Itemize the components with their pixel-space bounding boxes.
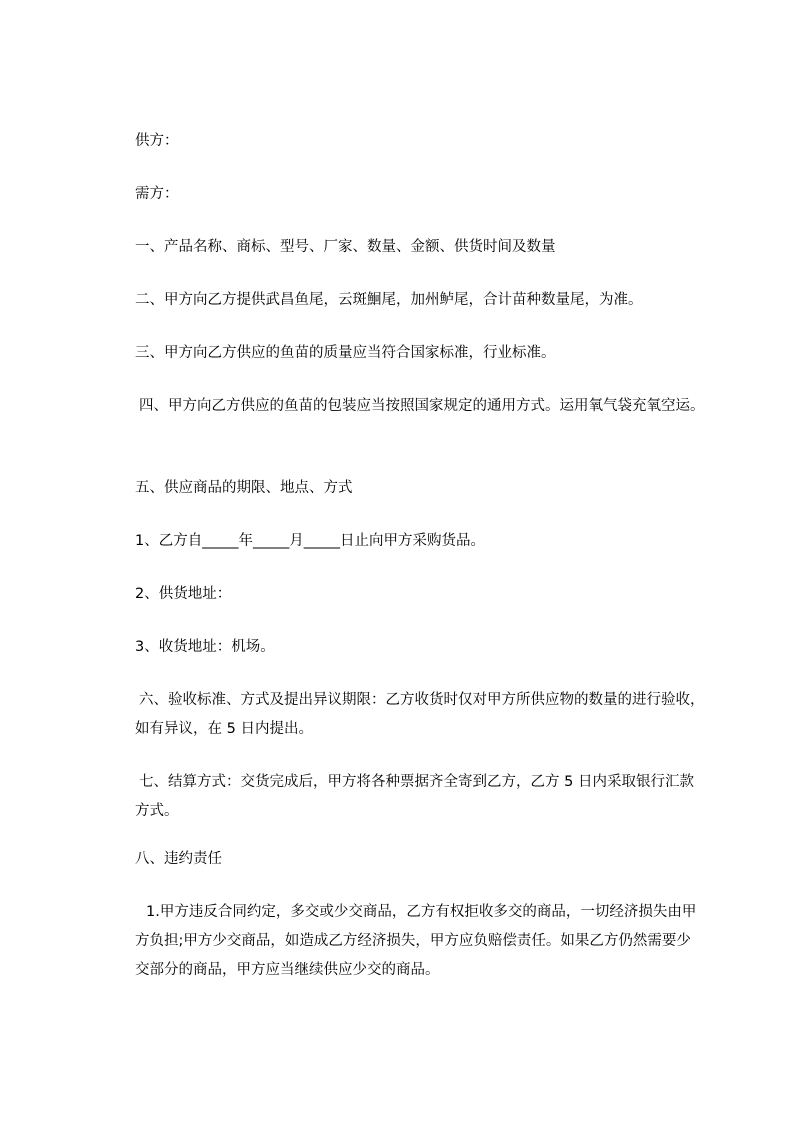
supplier-label: 供方：: [135, 133, 179, 149]
section-3: 三、甲方向乙方供应的鱼苗的质量应当符合国家标准，行业标准。: [135, 345, 556, 361]
section-7: 七、结算方式：交货完成后，甲方将各种票据齐全寄到乙方，乙方 5 日内采取银行汇款方式。: [135, 774, 694, 819]
item-5-1: 1、乙方自_____年_____月_____日止向甲方采购货品。: [135, 533, 485, 549]
buyer-label: 需方：: [135, 186, 179, 202]
section-4: 四、甲方向乙方供应的鱼苗的包装应当按照国家规定的通用方式。运用氧气袋充氧空运。: [139, 398, 705, 414]
section-6: 六、验收标准、方式及提出异议期限：乙方收货时仅对甲方所供应物的数量的进行验收，如有异议，在 5 日内提出。: [135, 692, 705, 737]
section-2: 二、甲方向乙方提供武昌鱼尾，云斑鮰尾，加州鲈尾，合计苗种数量尾，为准。: [135, 292, 643, 308]
item-5-2: 2、供货地址：: [135, 586, 232, 602]
section-8: 八、违约责任: [135, 851, 222, 867]
section-5: 五、供应商品的期限、地点、方式: [135, 480, 353, 496]
section-1: 一、产品名称、商标、型号、厂家、数量、金额、供货时间及数量: [135, 239, 556, 255]
item-8-1: 1.甲方违反合同约定，多交或少交商品，乙方有权拒收多交的商品，一切经济损失由甲方负担;甲方少交商品，如造成乙方经济损失，甲方应负赔偿责任。如果乙方仍然需要少交部分的商品，甲方应当继续供应少交的商品。: [135, 904, 697, 978]
item-5-3: 3、收货地址：机场。: [135, 639, 275, 655]
